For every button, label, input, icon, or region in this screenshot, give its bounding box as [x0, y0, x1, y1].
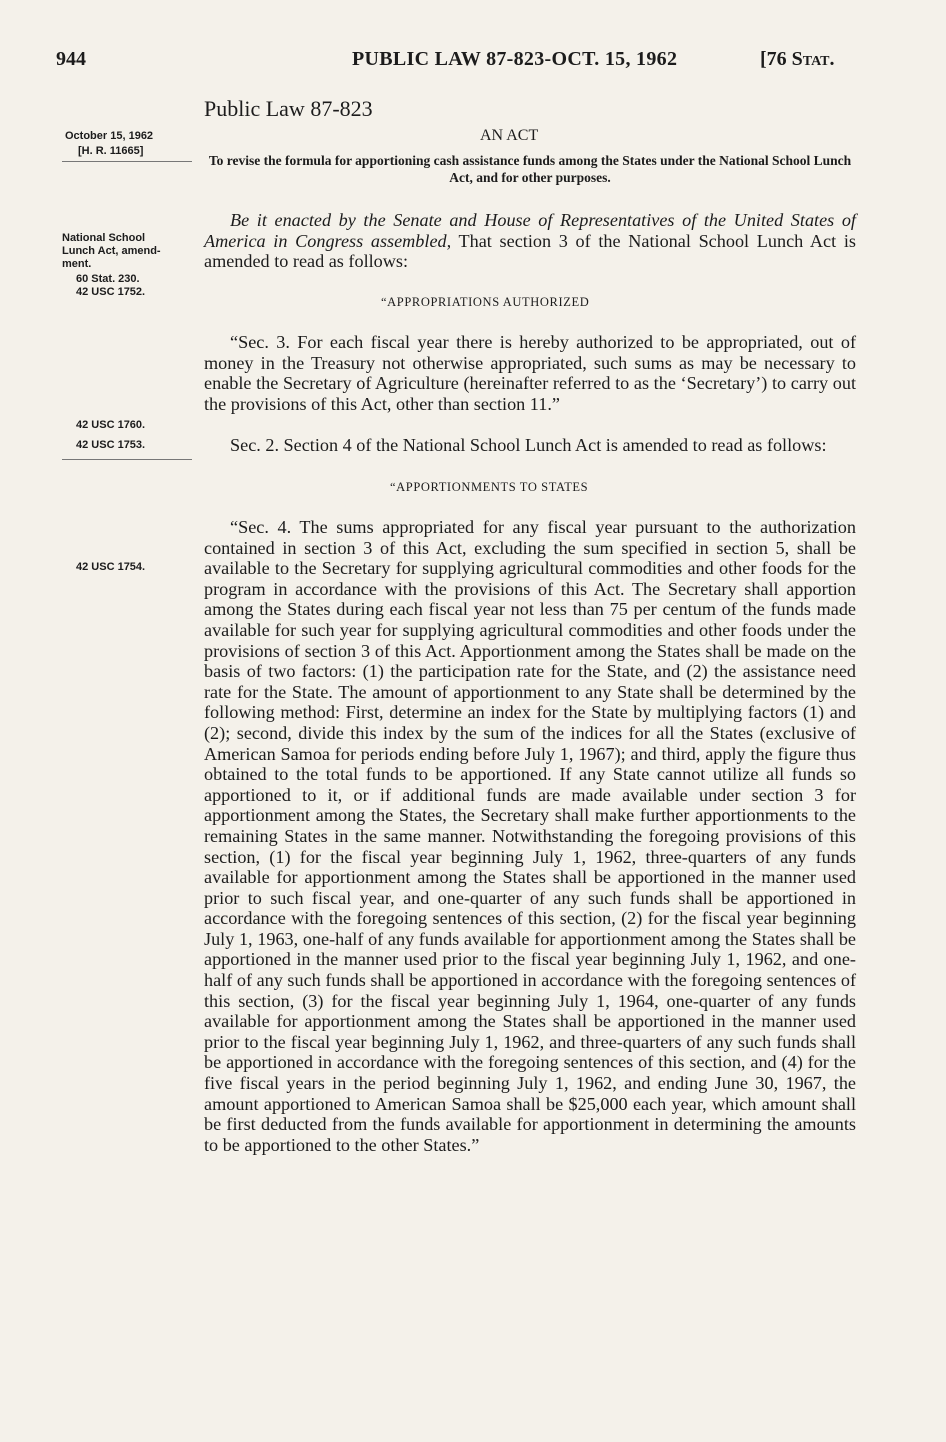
- enacting-clause: [204, 210, 856, 272]
- enacting-text: That section 3 of the National School Lunch Act is amended to read as follows:: [204, 230, 856, 272]
- act-heading: AN ACT: [480, 127, 539, 144]
- heading-apportionments: “APPORTIONMENTS TO STATES: [390, 480, 589, 494]
- section-2-text: [204, 435, 856, 456]
- purpose-clause: To revise the formula for apportioning cash assistance funds among the States under the National School Lunch Act, and for other purposes.: [208, 153, 852, 185]
- margin-usc-1760: 42 USC 1760.: [76, 419, 146, 431]
- margin-bill: [H. R. 11665]: [78, 145, 144, 157]
- margin-usc-1753: 42 USC 1753.: [76, 439, 146, 451]
- stat-suffix: Stat.: [791, 48, 835, 70]
- margin-date: October 15, 1962: [65, 130, 154, 142]
- section-2-paragraph: Sec. 2. Section 4 of the National School Lunch Act is amended to read as follows:: [230, 435, 827, 455]
- page-number: 944: [56, 48, 86, 70]
- law-title: Public Law 87-823: [204, 96, 373, 121]
- section-3-paragraph: “Sec. 3. For each fiscal year there is hereby authorized to be appropriated, out of money in the Treasury not otherwise appropriated, such sums as may be necessary to enable the Secretary of Agriculture (hereinafter referred to as the ‘Secretary’) to carry out the provisions of this Act, other than section 11.”: [204, 332, 856, 414]
- margin-act-line2: Lunch Act, amend-: [62, 245, 161, 257]
- margin-stat-ref: 60 Stat. 230.: [76, 273, 140, 285]
- margin-usc-1754: 42 USC 1754.: [76, 561, 146, 573]
- section-3-text: [204, 332, 856, 414]
- margin-rule-2: [62, 459, 192, 460]
- stat-prefix: [76: [760, 48, 787, 70]
- margin-act-line1: National School: [62, 232, 146, 244]
- heading-appropriations: “APPROPRIATIONS AUTHORIZED: [381, 295, 590, 309]
- section-4-text: [204, 517, 856, 1155]
- enacting-formula: Be it enacted by the Senate and House of Representatives of the United States of America in Congress assembled,: [204, 210, 856, 251]
- section-4-paragraph: “Sec. 4. The sums appropriated for any fiscal year pursuant to the authorization contained in section 3 of this Act, excluding the sum specified in section 5, shall be available to the Secretary for supplying agricultural commodities and other foods for the program in accordance with the provisions of this Act. The Secretary shall apportion among the States during each fiscal year not less than 75 per centum of the funds made available for such year for supplying agricultural commodities and other foods under the provisions of section 3 of this Act. Apportionment among the States shall be made on the basis of two factors: (1) the participation rate for the State, and (2) the assistance need rate for the State. The amount of apportionment to any State shall be determined by the following method: First, determine an index for the State by multiplying factors (1) and (2); second, divide this index by the sum of the indices for all the States (exclusive of American Samoa for periods ending before July 1, 1967); and third, apply the figure thus obtained to the total funds to be apportioned. If any State cannot utilize all funds so apportioned to it, or if additional funds are made available under section 3 for apportionment among the States, the Secretary shall make further apportionments to the remaining States in the same manner. Notwithstanding the foregoing provisions of this section, (1) for the fiscal year beginning July 1, 1962, three-quarters of any funds available for apportionment among the States shall be apportioned in the manner used prior to such fiscal year, and one-quarter of any such funds shall be apportioned in accordance with the foregoing sentences of this section, (2) for the fiscal year beginning July 1, 1963, one-half of any funds available for apportionment among the States shall be apportioned in the manner used prior to the fiscal year beginning July 1, 1962, and one-half of any such funds shall be apportioned in accordance with the foregoing sentences of this section, (3) for the fiscal year beginning July 1, 1964, one-quarter of any funds available for apportionment among the States shall be apportioned in the manner used prior to the fiscal year beginning July 1, 1962, and three-quarters of any such funds shall be apportioned in accordance with the foregoing sentences of this section, and (4) for the five fiscal years in the period beginning July 1, 1962, and ending June 30, 1967, the amount apportioned to American Samoa shall be $25,000 each year, which amount shall be first deducted from the funds available for apportionment in determining the amounts to be apportioned to the other States.”: [204, 517, 856, 1155]
- running-title: PUBLIC LAW 87-823-OCT. 15, 1962: [352, 48, 678, 70]
- margin-usc-1752: 42 USC 1752.: [76, 286, 146, 298]
- margin-act-line3: ment.: [62, 258, 92, 270]
- margin-rule: [62, 161, 192, 162]
- stat-volume: [760, 48, 835, 71]
